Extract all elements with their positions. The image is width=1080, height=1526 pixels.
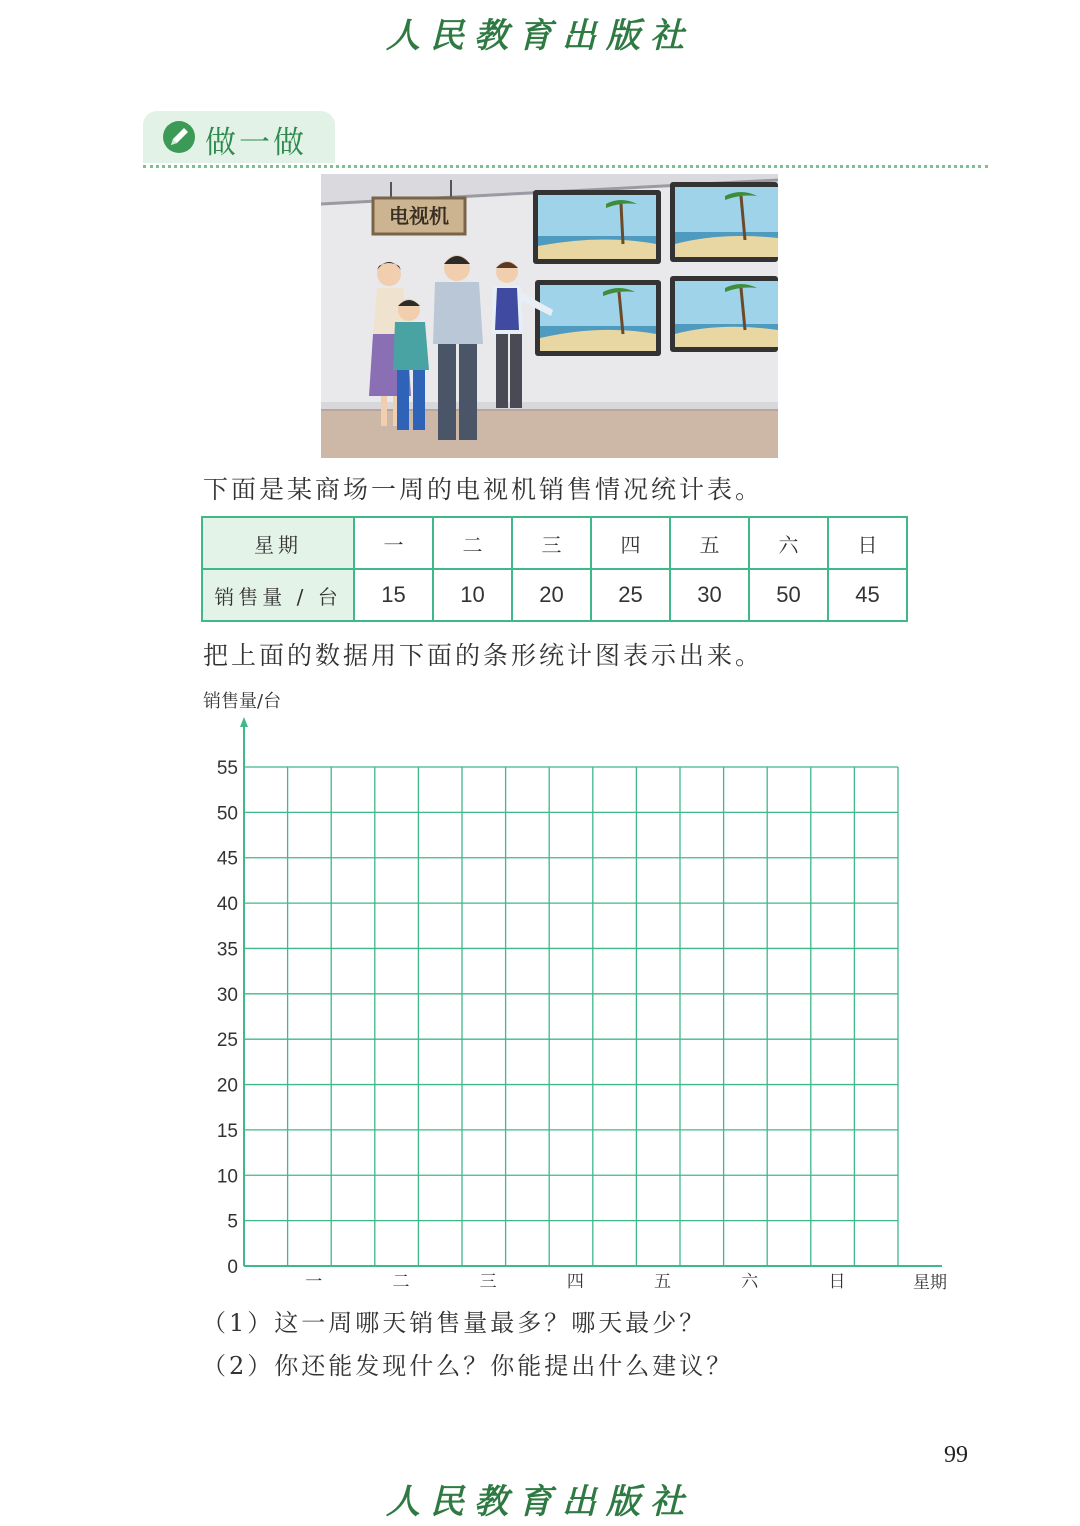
y-tick-label: 55	[216, 758, 238, 779]
table-row-sales	[202, 569, 907, 621]
y-tick-label: 40	[216, 894, 238, 916]
table-cell-day: 日	[828, 517, 907, 569]
y-tick-label: 15	[216, 1120, 238, 1142]
table-cell-sales: 50	[749, 569, 828, 621]
sales-table	[201, 516, 908, 622]
section-title: 做一做	[205, 125, 307, 161]
table-row-days	[202, 517, 907, 569]
table-cell-day: 一	[354, 517, 433, 569]
bar-chart-grid	[200, 715, 960, 1305]
y-tick-label: 45	[216, 848, 238, 870]
section-divider	[143, 165, 988, 168]
x-tick-label: 五	[654, 1272, 672, 1292]
table-cell-day: 二	[433, 517, 512, 569]
table-cell-day: 四	[591, 517, 670, 569]
y-tick-label: 20	[216, 1075, 238, 1097]
page-number: 99	[944, 1442, 968, 1468]
y-tick-label: 50	[216, 803, 238, 825]
table-cell-day: 六	[749, 517, 828, 569]
y-tick-label: 25	[216, 1030, 238, 1052]
tv-sign-text: 电视机	[389, 204, 449, 228]
y-tick-label: 35	[216, 939, 238, 961]
y-tick-label: 30	[216, 984, 238, 1006]
question-1: （1）这一周哪天销售量最多？哪天最少？	[202, 1309, 707, 1337]
y-axis-label: 销售量/台	[203, 691, 282, 712]
tv-store-illustration	[321, 174, 778, 458]
table-cell-sales: 45	[828, 569, 907, 621]
table-header-day: 星期	[202, 517, 354, 569]
publisher-header: 人民教育出版社	[386, 16, 694, 56]
x-tick-label: 一	[305, 1272, 323, 1292]
table-cell-sales: 25	[591, 569, 670, 621]
x-tick-label: 六	[741, 1272, 759, 1292]
pencil-icon	[161, 119, 197, 155]
question-2: （2）你还能发现什么？你能提出什么建议？	[202, 1352, 734, 1380]
table-cell-sales: 30	[670, 569, 749, 621]
section-tab	[143, 111, 335, 163]
intro-text: 下面是某商场一周的电视机销售情况统计表。	[203, 475, 764, 504]
table-header-sales: 销售量 / 台	[202, 569, 354, 621]
y-axis-arrow	[240, 717, 248, 727]
x-tick-label: 二	[392, 1272, 410, 1292]
x-tick-label: 日	[828, 1272, 846, 1292]
table-cell-day: 五	[670, 517, 749, 569]
publisher-footer: 人民教育出版社	[386, 1482, 694, 1522]
table-cell-sales: 10	[433, 569, 512, 621]
table-cell-sales: 20	[512, 569, 591, 621]
table-cell-sales: 15	[354, 569, 433, 621]
x-tick-label: 三	[479, 1272, 497, 1292]
y-tick-label: 5	[227, 1211, 238, 1233]
x-tick-label: 四	[566, 1272, 584, 1292]
table-cell-day: 三	[512, 517, 591, 569]
y-tick-label: 0	[227, 1257, 238, 1278]
y-tick-label: 10	[216, 1166, 238, 1188]
x-axis-label: 星期	[913, 1273, 947, 1293]
instruction-text: 把上面的数据用下面的条形统计图表示出来。	[203, 641, 764, 670]
